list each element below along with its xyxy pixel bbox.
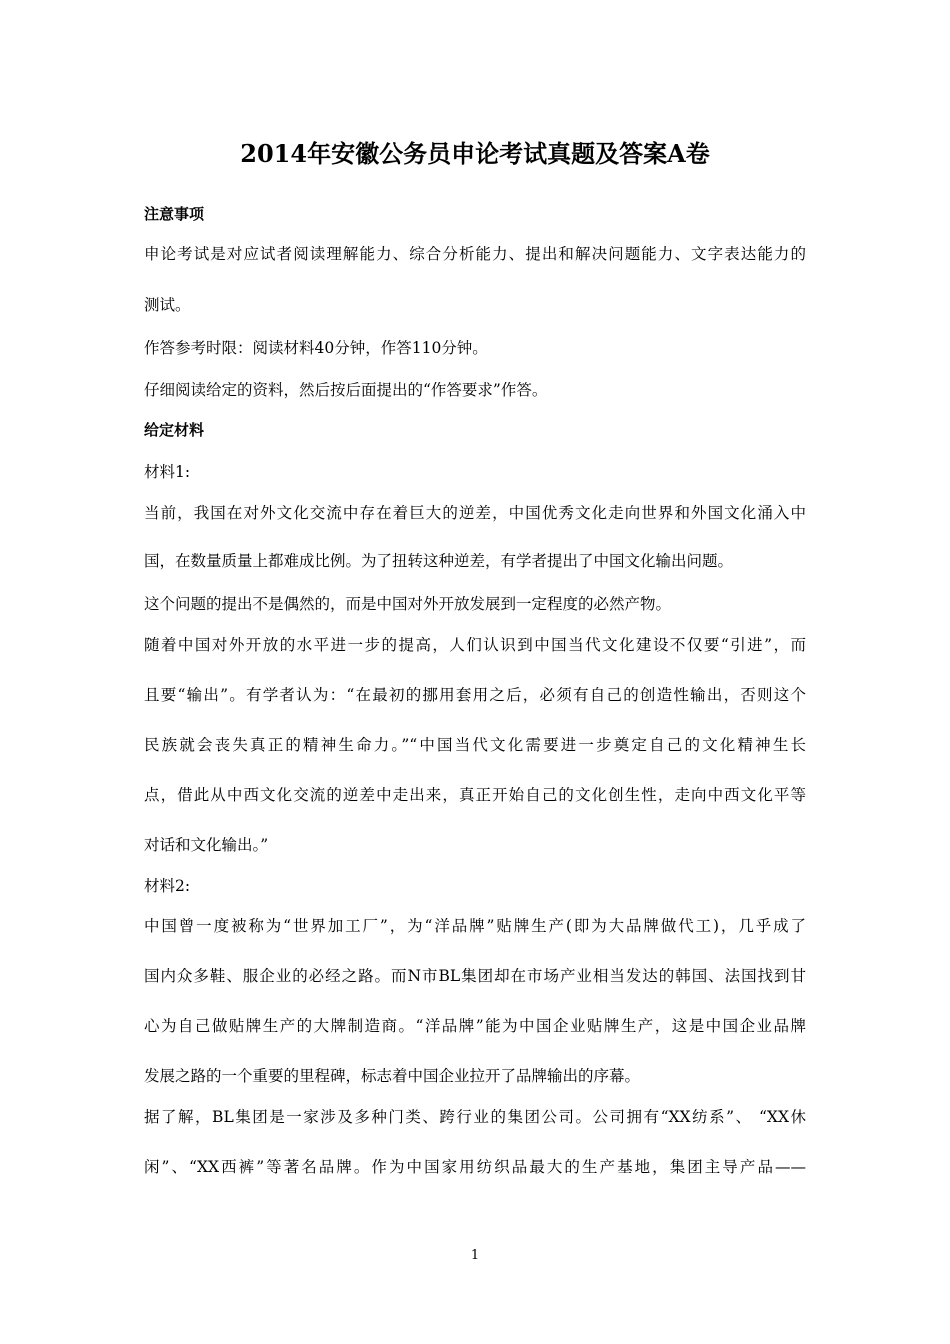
paragraph-line: 随着中国对外开放的水平进一步的提高，人们认识到中国当代文化建设不仅要“引进”，而 — [144, 636, 806, 654]
section-heading-materials: 给定材料 — [144, 421, 205, 439]
paragraph-line: 心为自己做贴牌生产的大牌制造商。“洋品牌”能为中国企业贴牌生产，这是中国企业品牌 — [144, 1017, 806, 1035]
paragraph-line: 作答参考时限：阅读材料40分钟，作答110分钟。 — [144, 339, 488, 357]
section-heading-notice: 注意事项 — [144, 205, 205, 223]
paragraph-line: 国，在数量质量上都难成比例。为了扭转这种逆差，有学者提出了中国文化输出问题。 — [144, 552, 734, 570]
paragraph-line: 点，借此从中西文化交流的逆差中走出来，真正开始自己的文化创生性，走向中西文化平等 — [144, 786, 806, 804]
paragraph-line: 闲”、“XX西裤”等著名品牌。作为中国家用纺织品最大的生产基地，集团主导产品—— — [144, 1158, 806, 1176]
paragraph-line: 且要“输出”。有学者认为：“在最初的挪用套用之后，必须有自己的创造性输出，否则这个 — [144, 686, 806, 704]
paragraph-line: 申论考试是对应试者阅读理解能力、综合分析能力、提出和解决问题能力、文字表达能力的 — [144, 245, 806, 263]
page-number: 1 — [470, 1248, 480, 1263]
paragraph-line: 对话和文化输出。” — [144, 836, 269, 854]
paragraph-line: 测试。 — [144, 296, 191, 314]
material-label: 材料2: — [144, 877, 191, 895]
paragraph-line: 中国曾一度被称为“世界加工厂”，为“洋品牌”贴牌生产(即为大品牌做代工)，几乎成了 — [144, 917, 806, 935]
paragraph-line: 当前，我国在对外文化交流中存在着巨大的逆差，中国优秀文化走向世界和外国文化涌入中 — [144, 504, 806, 522]
paragraph-line: 据了解，BL集团是一家涉及多种门类、跨行业的集团公司。公司拥有“XX纺系”、 “XX休 — [144, 1108, 806, 1126]
paragraph-line: 国内众多鞋、服企业的必经之路。而N市BL集团却在市场产业相当发达的韩国、法国找到甘 — [144, 967, 806, 985]
paragraph-line: 发展之路的一个重要的里程碑，标志着中国企业拉开了品牌输出的序幕。 — [144, 1067, 641, 1085]
document-title: 2014年安徽公务员申论考试真题及答案A卷 — [240, 139, 710, 168]
paragraph-line: 这个问题的提出不是偶然的，而是中国对外开放发展到一定程度的必然产物。 — [144, 595, 672, 613]
paragraph-line: 仔细阅读给定的资料，然后按后面提出的“作答要求”作答。 — [144, 381, 548, 399]
material-label: 材料1: — [144, 463, 191, 481]
paragraph-line: 民族就会丧失真正的精神生命力。”“中国当代文化需要进一步奠定自己的文化精神生长 — [144, 736, 806, 754]
